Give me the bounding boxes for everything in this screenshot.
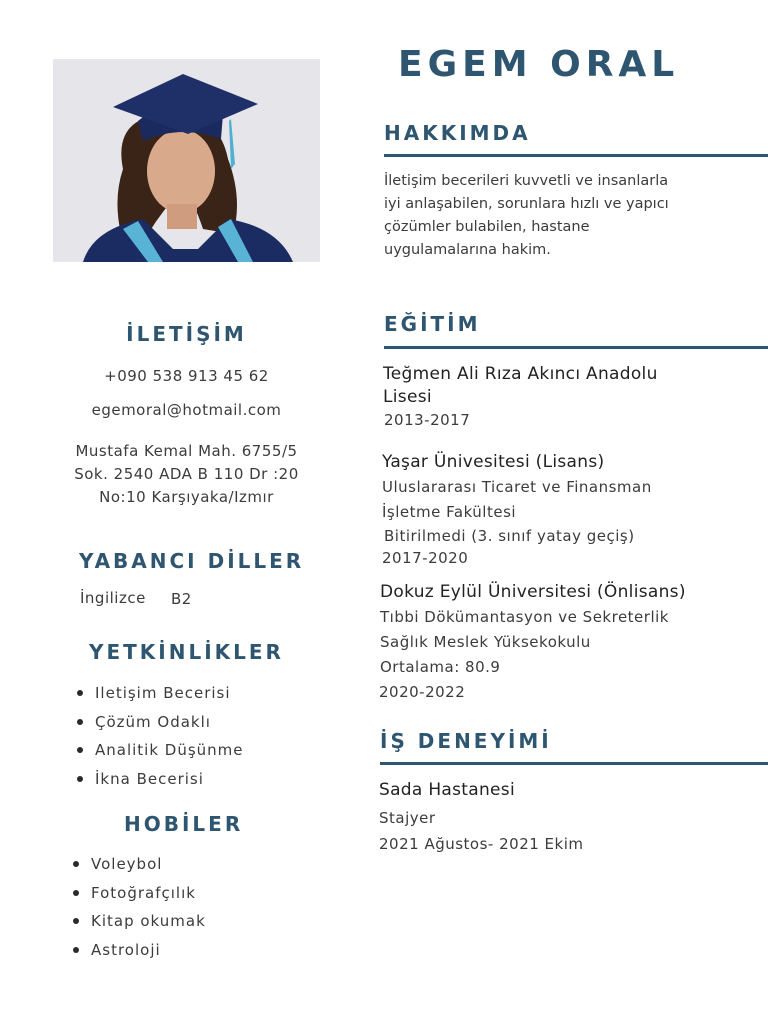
hobby-item: [73, 940, 206, 969]
candidate-name: EGEM ORAL: [398, 44, 680, 85]
about-line: İletişim becerileri kuvvetli ve insanlarla: [384, 173, 669, 189]
education-detail: Uluslararası Ticaret ve Finansman: [382, 478, 652, 496]
education-divider: [384, 346, 768, 349]
skill-label: Analitik Düşünme: [95, 741, 244, 759]
phone-number: +090 538 913 45 62: [104, 367, 269, 385]
bullet-icon: [77, 776, 83, 782]
skills-list: [77, 683, 244, 797]
skills-heading: YETKİNLİKLER: [89, 640, 284, 664]
education-heading: EĞİTİM: [384, 312, 481, 336]
bullet-icon: [73, 890, 79, 896]
school-title-line: Lisesi: [383, 387, 432, 407]
about-line: iyi anlaşabilen, sorunlara hızlı ve yapıcı: [384, 196, 669, 212]
hobby-item: [73, 883, 206, 912]
education-detail: Sağlık Meslek Yüksekokulu: [380, 633, 591, 651]
school-title-line: Teğmen Ali Rıza Akıncı Anadolu: [383, 364, 658, 384]
education-detail: İşletme Fakültesi: [382, 503, 517, 521]
about-heading: HAKKIMDA: [384, 121, 531, 145]
experience-employer: Sada Hastanesi: [379, 780, 515, 800]
education-detail: Ortalama: 80.9: [380, 658, 501, 676]
language-level: B2: [171, 590, 192, 608]
education-school-title: [383, 363, 658, 409]
skill-label: İkna Becerisi: [95, 769, 204, 788]
email-address: egemoral@hotmail.com: [91, 401, 282, 419]
education-detail: Bitirilmedi (3. sınıf yatay geçiş): [384, 527, 635, 545]
bullet-icon: [77, 747, 83, 753]
education-dates: 2020-2022: [379, 683, 466, 701]
hobby-label: Voleybol: [91, 855, 163, 873]
skill-label: Çözüm Odaklı: [95, 712, 211, 731]
languages-heading: YABANCI DİLLER: [79, 549, 305, 573]
bullet-icon: [73, 918, 79, 924]
education-detail: Tıbbi Dökümantasyon ve Sekreterlik: [380, 608, 669, 626]
hobbies-heading: HOBİLER: [124, 812, 244, 836]
experience-heading: İŞ DENEYİMİ: [380, 729, 552, 753]
postal-address: [53, 440, 320, 509]
education-school-title: Yaşar Ünivesitesi (Lisans): [382, 452, 605, 472]
hobby-item: [73, 911, 206, 940]
bullet-icon: [73, 861, 79, 867]
education-school-title: Dokuz Eylül Üniversitesi (Önlisans): [380, 582, 686, 602]
address-line: Sok. 2540 ADA B 110 Dr :20: [74, 465, 299, 483]
experience-dates: 2021 Ağustos- 2021 Ekim: [379, 835, 584, 853]
about-line: uygulamalarına hakim.: [384, 242, 551, 258]
education-dates: 2017-2020: [382, 549, 469, 567]
graduate-portrait-image: [53, 59, 320, 262]
bullet-icon: [77, 719, 83, 725]
address-line: Mustafa Kemal Mah. 6755/5: [75, 442, 298, 460]
about-text: [384, 170, 669, 262]
language-name: İngilizce: [80, 589, 146, 607]
bullet-icon: [77, 690, 83, 696]
about-divider: [384, 154, 768, 157]
profile-photo: [53, 59, 320, 262]
about-line: çözümler bulabilen, hastane: [384, 219, 590, 235]
hobby-label: Fotoğrafçılık: [91, 883, 196, 902]
skill-label: Iletişim Becerisi: [95, 684, 231, 702]
skill-item: [77, 712, 244, 741]
experience-divider: [380, 762, 768, 765]
bullet-icon: [73, 947, 79, 953]
skill-item: [77, 769, 244, 798]
hobby-label: Kitap okumak: [91, 912, 206, 930]
skill-item: [77, 683, 244, 712]
education-dates: 2013-2017: [384, 411, 471, 429]
experience-position: Stajyer: [379, 809, 436, 827]
contact-heading: İLETİŞİM: [126, 322, 247, 346]
hobbies-list: [73, 854, 206, 968]
skill-item: [77, 740, 244, 769]
address-line: No:10 Karşıyaka/Izmır: [99, 488, 274, 506]
hobby-item: [73, 854, 206, 883]
hobby-label: Astroloji: [91, 940, 161, 959]
